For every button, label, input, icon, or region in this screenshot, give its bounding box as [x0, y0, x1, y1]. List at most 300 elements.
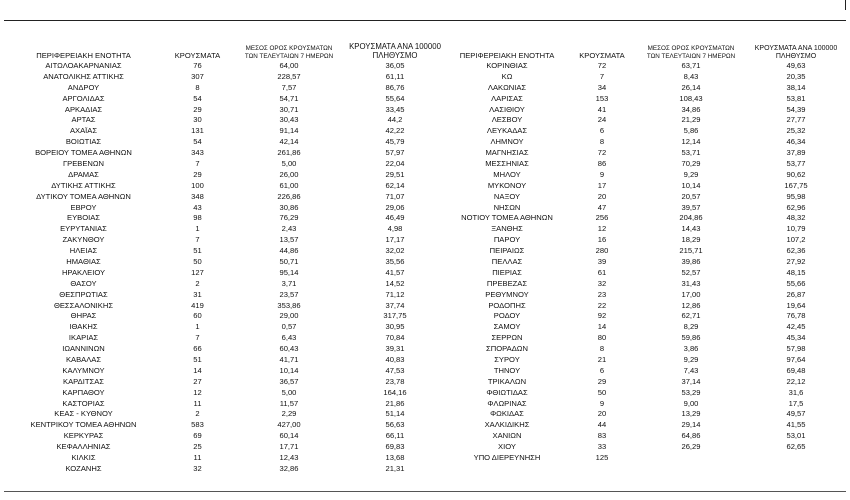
right-per100k-cell: 25,32	[786, 126, 806, 136]
table-row	[6, 234, 846, 245]
header-avg-right	[636, 38, 746, 60]
left-per100k-cell: 57,97	[385, 148, 405, 158]
left-cases-cell: 343	[191, 148, 204, 158]
table-row	[6, 387, 846, 398]
right-region-cell: ΦΘΙΩΤΙΔΑΣ	[486, 387, 528, 397]
right-region-cell: ΡΟΔΟΠΗΣ	[488, 300, 526, 310]
header-avg-left-line2: ΤΩΝ ΤΕΛΕΥΤΑΙΩΝ 7 ΗΜΕΡΩΝ	[244, 52, 334, 60]
right-region-cell: ΞΑΝΘΗΣ	[491, 224, 523, 234]
right-region-cell: ΣΑΜΟΥ	[493, 322, 521, 332]
left-per100k-cell: 51,14	[385, 409, 405, 419]
header-per100k-right-line1: ΚΡΟΥΣΜΑΤΑ ΑΝΑ 100000	[754, 45, 838, 52]
right-region-cell: ΦΛΩΡΙΝΑΣ	[487, 398, 527, 408]
left-per100k-cell: 56,63	[385, 420, 405, 430]
right-avg7-cell: 39,57	[681, 202, 701, 212]
left-region-cell: ΚΑΡΔΙΤΣΑΣ	[63, 376, 104, 386]
left-cases-cell: 8	[195, 82, 200, 92]
table-row	[6, 71, 846, 82]
right-per100k-cell: 62,96	[786, 202, 806, 212]
left-per100k-cell: 164,16	[383, 387, 407, 397]
right-avg7-cell: 26,14	[681, 82, 701, 92]
left-region-cell: ΑΝΑΤΟΛΙΚΗΣ ΑΤΤΙΚΗΣ	[43, 71, 124, 81]
left-avg7-cell: 91,14	[279, 126, 299, 136]
right-avg7-cell: 10,14	[681, 180, 701, 190]
left-per100k-cell: 21,31	[385, 463, 405, 473]
right-avg7-cell: 204,86	[679, 213, 703, 223]
left-avg7-cell: 228,57	[277, 71, 301, 81]
header-avg-right-line1: ΜΕΣΟΣ ΟΡΟΣ ΚΡΟΥΣΜΑΤΩΝ	[647, 45, 735, 52]
left-cases-cell: 348	[191, 191, 204, 201]
right-avg7-cell: 3,86	[683, 344, 699, 354]
right-avg7-cell: 7,43	[683, 365, 699, 375]
right-per100k-cell: 97,64	[786, 354, 806, 364]
left-cases-cell: 25	[193, 442, 202, 452]
left-per100k-cell: 35,56	[385, 256, 405, 266]
left-cases-cell: 30	[193, 115, 202, 125]
table-header	[6, 38, 846, 60]
left-per100k-cell: 14,52	[385, 278, 405, 288]
left-avg7-cell: 11,57	[279, 398, 299, 408]
left-region-cell: ΚΑΒΑΛΑΣ	[65, 354, 102, 364]
right-region-cell: ΣΕΡΡΩΝ	[491, 333, 523, 343]
table-row	[6, 191, 846, 202]
right-avg7-cell: 37,14	[681, 376, 701, 386]
left-cases-cell: 14	[193, 365, 202, 375]
left-region-cell: ΗΡΑΚΛΕΙΟΥ	[61, 267, 106, 277]
right-per100k-cell: 76,78	[786, 311, 806, 321]
right-avg7-cell: 18,29	[681, 235, 701, 245]
left-region-cell: ΘΕΣΣΑΛΟΝΙΚΗΣ	[53, 300, 114, 310]
table-row	[6, 332, 846, 343]
table-row	[6, 419, 846, 430]
left-region-cell: ΘΗΡΑΣ	[70, 311, 97, 321]
right-per100k-cell: 53,01	[786, 431, 806, 441]
table-row	[6, 310, 846, 321]
left-region-cell: ΚΟΖΑΝΗΣ	[65, 463, 102, 473]
right-cases-cell: 80	[597, 333, 607, 343]
right-region-cell: ΦΩΚΙΔΑΣ	[490, 409, 524, 419]
right-cases-cell: 9	[599, 398, 605, 408]
left-cases-cell: 51	[193, 354, 202, 364]
left-avg7-cell: 30,43	[279, 115, 299, 125]
left-region-cell: ΘΕΣΠΡΩΤΙΑΣ	[59, 289, 108, 299]
left-region-cell: ΕΥΡΥΤΑΝΙΑΣ	[60, 224, 107, 234]
table-row	[6, 223, 846, 234]
left-per100k-cell: 42,22	[385, 126, 405, 136]
right-per100k-cell: 53,77	[786, 158, 806, 168]
right-per100k-cell	[746, 463, 846, 474]
right-cases-cell: 6	[599, 126, 605, 136]
left-cases-cell: 307	[191, 71, 204, 81]
left-per100k-cell: 317,75	[383, 311, 407, 321]
right-per100k-cell: 107,2	[786, 235, 806, 245]
left-per100k-cell: 22,04	[385, 158, 405, 168]
left-avg7-cell: 17,71	[279, 442, 299, 452]
table-body	[6, 60, 846, 474]
right-per100k-cell: 48,32	[786, 213, 806, 223]
left-region-cell: ΗΛΕΙΑΣ	[69, 246, 98, 256]
left-region-cell: ΑΙΤΩΛΟΑΚΑΡΝΑΝΙΑΣ	[45, 60, 122, 70]
left-per100k-cell: 44,2	[387, 115, 403, 125]
right-region-cell: ΣΥΡΟΥ	[494, 354, 520, 364]
table-row	[6, 136, 846, 147]
left-avg7-cell: 95,14	[279, 267, 299, 277]
table-row	[6, 180, 846, 191]
top-rule	[4, 20, 846, 21]
left-avg7-cell: 7,57	[281, 82, 297, 92]
right-cases-cell: 24	[597, 115, 607, 125]
left-region-cell: ΔΥΤΙΚΗΣ ΑΤΤΙΚΗΣ	[51, 180, 116, 190]
right-avg7-cell: 53,29	[681, 387, 701, 397]
table-row	[6, 300, 846, 311]
left-avg7-cell: 2,29	[281, 409, 297, 419]
right-per100k-cell: 41,55	[786, 420, 806, 430]
left-region-cell: ΔΥΤΙΚΟΥ ΤΟΜΕΑ ΑΘΗΝΩΝ	[36, 191, 131, 201]
right-region-cell: ΤΗΝΟΥ	[493, 365, 521, 375]
table-row	[6, 212, 846, 223]
left-region-cell: ΔΡΑΜΑΣ	[68, 169, 99, 179]
header-region-left: ΠΕΡΙΦΕΡΕΙΑΚΗ ΕΝΟΤΗΤΑ	[36, 50, 131, 60]
right-avg7-cell: 108,43	[679, 93, 703, 103]
table-row	[6, 256, 846, 267]
table-row	[6, 82, 846, 93]
right-per100k-cell: 38,14	[786, 82, 806, 92]
right-per100k-cell: 55,66	[786, 278, 806, 288]
left-avg7-cell: 32,86	[279, 463, 299, 473]
left-per100k-cell: 33,45	[385, 104, 405, 114]
left-per100k-cell: 70,84	[385, 333, 405, 343]
left-cases-cell: 51	[193, 246, 202, 256]
left-per100k-cell: 86,76	[385, 82, 405, 92]
right-cases-cell: 20	[597, 191, 607, 201]
header-per100k-left-line1: ΚΡΟΥΣΜΑΤΑ ΑΝΑ 100000	[349, 42, 441, 51]
right-avg7-cell: 9,29	[683, 354, 699, 364]
right-avg7-cell: 62,71	[681, 311, 701, 321]
right-avg7-cell: 64,86	[681, 431, 701, 441]
right-avg7-cell	[636, 463, 746, 474]
right-cases-cell: 8	[599, 137, 605, 147]
right-region-cell: ΝΗΣΩΝ	[493, 202, 521, 212]
left-cases-cell: 7	[195, 158, 200, 168]
right-avg7-cell: 39,86	[681, 256, 701, 266]
left-avg7-cell: 23,57	[279, 289, 299, 299]
left-per100k-cell: 23,78	[385, 376, 405, 386]
left-per100k-cell: 21,86	[385, 398, 405, 408]
right-per100k-cell: 54,39	[786, 104, 806, 114]
right-cases-cell: 44	[597, 420, 607, 430]
right-cases-cell: 92	[597, 311, 607, 321]
left-cases-cell: 583	[191, 420, 204, 430]
left-region-cell: ΗΜΑΘΙΑΣ	[66, 256, 101, 266]
right-region-cell: ΧΙΟΥ	[498, 442, 516, 452]
right-per100k-cell: 62,36	[786, 246, 806, 256]
left-avg7-cell: 64,00	[279, 60, 299, 70]
right-region-cell: ΜΥΚΟΝΟΥ	[487, 180, 527, 190]
right-region-cell: ΠΡΕΒΕΖΑΣ	[486, 278, 528, 288]
left-per100k-cell: 17,17	[385, 235, 405, 245]
right-cases-cell: 86	[597, 158, 607, 168]
table-row	[6, 267, 846, 278]
table-row	[6, 441, 846, 452]
right-cases-cell: 83	[597, 431, 607, 441]
right-avg7-cell: 63,71	[681, 60, 701, 70]
left-avg7-cell: 50,71	[279, 256, 299, 266]
left-avg7-cell: 261,86	[277, 148, 301, 158]
right-cases-cell: 17	[597, 180, 607, 190]
header-per100k-left-line2: ΠΛΗΘΥΣΜΟ	[372, 50, 418, 60]
left-region-cell: ΑΡΓΟΛΙΔΑΣ	[62, 93, 105, 103]
right-per100k-cell: 37,89	[786, 148, 806, 158]
right-per100k-cell: 69,48	[786, 365, 806, 375]
right-per100k-cell: 27,77	[786, 115, 806, 125]
right-cases-cell: 8	[599, 344, 605, 354]
left-region-cell: ΕΥΒΟΙΑΣ	[67, 213, 100, 223]
right-per100k-cell: 17,5	[788, 398, 804, 408]
right-region-cell: ΧΑΝΙΩΝ	[492, 431, 522, 441]
right-per100k-cell: 95,98	[786, 191, 806, 201]
right-per100k-cell: 57,98	[786, 344, 806, 354]
left-per100k-cell: 37,74	[385, 300, 405, 310]
left-avg7-cell: 54,71	[279, 93, 299, 103]
right-region-cell: ΜΗΛΟΥ	[493, 169, 521, 179]
left-cases-cell: 54	[193, 137, 202, 147]
table-row	[6, 365, 846, 376]
right-avg7-cell: 29,14	[681, 420, 701, 430]
header-avg-right-line2: ΤΩΝ ΤΕΛΕΥΤΑΙΩΝ 7 ΗΜΕΡΩΝ	[646, 52, 736, 60]
right-cases-cell: 72	[597, 60, 607, 70]
left-per100k-cell: 47,53	[385, 365, 405, 375]
left-per100k-cell: 29,51	[385, 169, 405, 179]
right-cases-cell: 20	[597, 409, 607, 419]
left-region-cell: ΑΧΑΪΑΣ	[69, 126, 98, 136]
right-cases-cell: 6	[599, 365, 605, 375]
table-row	[6, 409, 846, 420]
right-region-cell: ΛΑΡΙΣΑΣ	[491, 93, 523, 103]
left-avg7-cell: 60,43	[279, 344, 299, 354]
right-avg7-cell: 215,71	[679, 246, 703, 256]
right-edge-rule	[845, 0, 846, 10]
right-avg7-cell: 5,86	[683, 126, 699, 136]
right-cases-cell: 34	[597, 82, 607, 92]
right-cases-cell: 61	[597, 267, 607, 277]
left-cases-cell: 43	[193, 202, 202, 212]
table-row	[6, 104, 846, 115]
left-per100k-cell: 46,49	[385, 213, 405, 223]
right-cases-cell: 22	[597, 300, 607, 310]
left-cases-cell: 66	[193, 344, 202, 354]
right-cases-cell: 125	[595, 453, 609, 462]
left-avg7-cell: 3,71	[281, 278, 297, 288]
left-avg7-cell: 42,14	[279, 137, 299, 147]
right-region-cell: ΠΕΙΡΑΙΩΣ	[489, 246, 525, 256]
left-cases-cell: 27	[193, 376, 202, 386]
right-region-cell: ΛΕΥΚΑΔΑΣ	[486, 126, 528, 136]
right-cases-cell: 33	[597, 442, 607, 452]
right-cases-cell: 14	[597, 322, 607, 332]
left-region-cell: ΚΕΑΣ - ΚΥΘΝΟΥ	[54, 409, 113, 419]
right-cases-cell: 9	[599, 169, 605, 179]
left-region-cell: ΚΑΡΠΑΘΟΥ	[62, 387, 105, 397]
right-avg7-cell: 53,71	[681, 148, 701, 158]
left-region-cell: ΙΩΑΝΝΙΝΩΝ	[62, 344, 105, 354]
right-per100k-cell: 31,6	[788, 387, 804, 397]
right-region-cell: ΛΑΚΩΝΙΑΣ	[487, 82, 527, 92]
left-cases-cell: 2	[195, 278, 200, 288]
right-region-cell: ΝΑΞΟΥ	[493, 191, 521, 201]
right-per100k-cell: 49,63	[786, 60, 806, 70]
left-cases-cell: 419	[191, 300, 204, 310]
right-cases-cell: 280	[595, 246, 609, 256]
header-per100k-right-line2: ΠΛΗΘΥΣΜΟ	[775, 52, 817, 60]
right-per100k-cell: 26,87	[786, 289, 806, 299]
right-region-cell: ΛΑΣΙΘΙΟΥ	[489, 104, 525, 114]
left-avg7-cell: 13,57	[279, 235, 299, 245]
right-per100k-cell: 22,12	[786, 376, 806, 386]
right-region-cell: ΜΑΓΝΗΣΙΑΣ	[485, 148, 529, 158]
right-avg7-cell: 8,43	[683, 71, 699, 81]
table-row	[6, 376, 846, 387]
header-avg-left-line1: ΜΕΣΟΣ ΟΡΟΣ ΚΡΟΥΣΜΑΤΩΝ	[245, 45, 333, 52]
left-region-cell: ΚΙΛΚΙΣ	[71, 453, 96, 462]
left-per100k-cell: 71,12	[385, 289, 405, 299]
left-per100k-cell: 13,68	[385, 453, 405, 462]
left-per100k-cell: 32,02	[385, 246, 405, 256]
right-cases-cell: 41	[597, 104, 607, 114]
left-region-cell: ΚΕΦΑΛΛΗΝΙΑΣ	[56, 442, 111, 452]
left-cases-cell: 29	[193, 169, 202, 179]
right-avg7-cell: 59,86	[681, 333, 701, 343]
right-cases-cell: 153	[595, 93, 609, 103]
table-row	[6, 169, 846, 180]
left-per100k-cell: 29,06	[385, 202, 405, 212]
table-row	[6, 430, 846, 441]
table-row	[6, 354, 846, 365]
left-avg7-cell: 353,86	[277, 300, 301, 310]
right-region-cell: ΛΗΜΝΟΥ	[490, 137, 524, 147]
right-per100k-cell: 19,64	[786, 300, 806, 310]
left-cases-cell: 2	[195, 409, 200, 419]
left-avg7-cell: 30,86	[279, 202, 299, 212]
left-region-cell: ΚΑΣΤΟΡΙΑΣ	[62, 398, 105, 408]
left-per100k-cell: 30,95	[385, 322, 405, 332]
left-region-cell: ΕΒΡΟΥ	[70, 202, 97, 212]
right-per100k-cell: 20,35	[786, 71, 806, 81]
right-cases-cell: 47	[597, 202, 607, 212]
right-per100k-cell	[746, 452, 846, 463]
table-row	[6, 343, 846, 354]
right-avg7-cell: 13,29	[681, 409, 701, 419]
left-avg7-cell: 36,57	[279, 376, 299, 386]
right-cases-cell: 29	[597, 376, 607, 386]
left-per100k-cell: 69,83	[385, 442, 405, 452]
right-cases-cell: 7	[599, 71, 605, 81]
right-region-cell: ΧΑΛΚΙΔΙΚΗΣ	[484, 420, 530, 430]
table-row	[6, 125, 846, 136]
right-region-cell: ΡΕΘΥΜΝΟΥ	[485, 289, 529, 299]
left-cases-cell: 100	[191, 180, 204, 190]
right-per100k-cell: 49,57	[786, 409, 806, 419]
right-per100k-cell: 167,75	[784, 180, 808, 190]
right-avg7-cell: 12,14	[681, 137, 701, 147]
header-region-right: ΠΕΡΙΦΕΡΕΙΑΚΗ ΕΝΟΤΗΤΑ	[459, 50, 555, 60]
right-cases-cell: 12	[597, 224, 607, 234]
left-avg7-cell: 10,14	[279, 365, 299, 375]
left-per100k-cell: 71,07	[385, 191, 405, 201]
right-region-cell: ΤΡΙΚΑΛΩΝ	[487, 376, 527, 386]
left-avg7-cell: 2,43	[281, 224, 297, 234]
covid-cases-table	[6, 38, 846, 474]
left-cases-cell: 60	[193, 311, 202, 321]
left-cases-cell: 50	[193, 256, 202, 266]
left-cases-cell: 11	[193, 398, 202, 408]
left-per100k-cell: 4,98	[387, 224, 403, 234]
left-avg7-cell: 76,29	[279, 213, 299, 223]
right-region-cell: ΥΠΟ ΔΙΕΡΕΥΝΗΣΗ	[473, 453, 541, 462]
left-per100k-cell: 45,79	[385, 137, 405, 147]
left-region-cell: ΒΟΙΩΤΙΑΣ	[65, 137, 102, 147]
table-row	[6, 158, 846, 169]
right-cases-cell: 72	[597, 148, 607, 158]
right-per100k-cell: 45,34	[786, 333, 806, 343]
left-cases-cell: 12	[193, 387, 202, 397]
left-cases-cell: 32	[193, 463, 202, 473]
left-region-cell: ΙΚΑΡΙΑΣ	[68, 333, 99, 343]
right-per100k-cell: 10,79	[786, 224, 806, 234]
right-region-cell: ΚΟΡΙΝΘΙΑΣ	[486, 60, 528, 70]
left-avg7-cell: 12,43	[279, 453, 299, 462]
right-avg7-cell: 34,86	[681, 104, 701, 114]
left-per100k-cell: 39,31	[385, 344, 405, 354]
right-region-cell: ΚΩ	[501, 71, 513, 81]
table-row	[6, 289, 846, 300]
right-avg7-cell: 31,43	[681, 278, 701, 288]
table-row	[6, 452, 846, 463]
left-per100k-cell: 36,05	[385, 60, 405, 70]
right-avg7-cell: 8,29	[683, 322, 699, 332]
right-per100k-cell: 27,92	[786, 256, 806, 266]
right-avg7-cell: 9,29	[683, 169, 699, 179]
right-avg7-cell: 9,00	[683, 398, 699, 408]
right-cases-cell: 39	[597, 256, 607, 266]
right-per100k-cell: 42,45	[786, 322, 806, 332]
left-cases-cell: 7	[195, 235, 200, 245]
left-cases-cell: 54	[193, 93, 202, 103]
left-region-cell: ΚΕΝΤΡΙΚΟΥ ΤΟΜΕΑ ΑΘΗΝΩΝ	[30, 420, 137, 430]
left-avg7-cell: 60,14	[279, 431, 299, 441]
right-avg7-cell: 70,29	[681, 158, 701, 168]
left-avg7-cell: 30,71	[279, 104, 299, 114]
left-cases-cell: 69	[193, 431, 202, 441]
right-avg7-cell: 21,29	[681, 115, 701, 125]
left-avg7-cell: 226,86	[277, 191, 301, 201]
right-cases-cell: 32	[597, 278, 607, 288]
right-avg7-cell: 52,57	[681, 267, 701, 277]
left-avg7-cell: 61,00	[279, 180, 299, 190]
right-avg7-cell	[636, 452, 746, 463]
right-per100k-cell: 53,81	[786, 93, 806, 103]
right-per100k-cell: 62,65	[786, 442, 806, 452]
left-region-cell: ΒΟΡΕΙΟΥ ΤΟΜΕΑ ΑΘΗΝΩΝ	[35, 148, 132, 158]
header-cases-left: ΚΡΟΥΣΜΑΤΑ	[174, 50, 221, 60]
right-per100k-cell: 46,34	[786, 137, 806, 147]
left-per100k-cell: 40,83	[385, 354, 405, 364]
left-region-cell: ΙΘΑΚΗΣ	[69, 322, 98, 332]
table-row	[6, 147, 846, 158]
left-per100k-cell: 55,64	[385, 93, 405, 103]
left-avg7-cell: 29,00	[279, 311, 299, 321]
table-row	[6, 93, 846, 104]
right-avg7-cell: 26,29	[681, 442, 701, 452]
